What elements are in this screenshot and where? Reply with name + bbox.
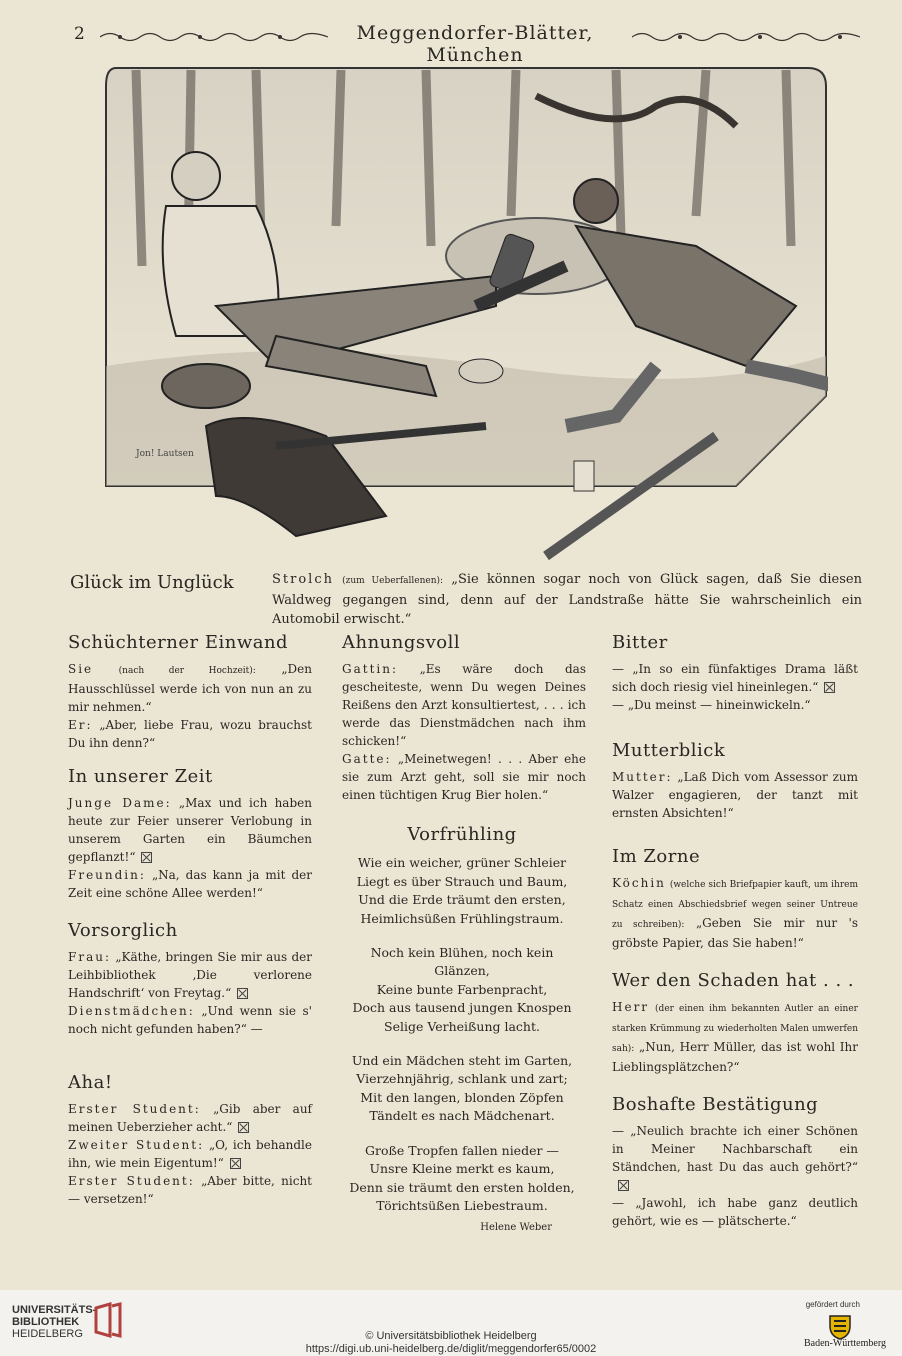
poem-title: Vorfrühling	[407, 824, 517, 845]
article-bitter	[612, 634, 858, 714]
dialogue: — „In so ein fünfaktiges Drama läßt sich doch riesig viel hineinlegen.“	[612, 662, 858, 694]
poem-line: Keine bunte Farbenpracht,	[376, 981, 548, 997]
article-text	[342, 660, 586, 750]
article-text	[68, 866, 312, 902]
sponsor-label: gefördert durch	[805, 1300, 860, 1309]
article-title: Bitter	[612, 632, 668, 653]
article-text	[68, 1002, 312, 1038]
poem-author: Helene Weber	[480, 1222, 552, 1234]
dialogue: — „Du meinst — hineinwickeln.“	[612, 698, 811, 712]
article-text	[612, 998, 858, 1076]
speaker: Dienstmädchen:	[68, 1004, 195, 1018]
poem-line: Liegt es über Strauch und Baum,	[356, 873, 568, 889]
speaker: Freundin:	[68, 868, 146, 882]
state-coat-of-arms-icon	[826, 1312, 854, 1340]
poem-line: Selige Verheißung lacht.	[384, 1018, 540, 1034]
copyright-text: © Universitätsbibliothek Heidelberg	[365, 1330, 537, 1342]
dialogue: „Aber bitte, nicht — versetzen!“	[68, 1174, 312, 1206]
caption-quote: „Sie können sogar noch von Glück sagen, daß Sie diesen Waldweg gegangen sind, denn auf der Landstraße hätte Sie wahrscheinlich ein Automobil erwischt.“	[272, 572, 862, 627]
stage-direction: (welche sich Briefpapier kauft, um ihrem Schatz einen Abschiedsbrief wegen seiner Untreue zu schreiben):	[612, 880, 858, 930]
article-text	[68, 794, 312, 866]
dialogue: „Und wenn sie s' noch nicht gefunden haben?“ —	[68, 1004, 312, 1036]
article-aha	[68, 1074, 312, 1208]
article-title: Im Zorne	[612, 846, 701, 867]
dialogue: „O, ich behandle ihn, wie mein Eigentum!“	[68, 1138, 312, 1170]
dialogue: „Gib aber auf meinen Ueberzieher acht.“	[68, 1102, 312, 1134]
article-mutterblick	[612, 742, 858, 822]
poem-line: Große Tropfen fallen nieder —	[365, 1142, 559, 1158]
poem-line: Noch kein Blühen, noch kein Glänzen,	[370, 945, 554, 979]
poem-line: Und ein Mädchen steht im Garten,	[351, 1053, 573, 1069]
permalink[interactable]: https://digi.ub.uni-heidelberg.de/diglit/meggendorfer65/0002	[305, 1343, 597, 1355]
page-header	[70, 22, 860, 66]
article-in-unserer-zeit	[68, 768, 312, 902]
article-text	[68, 1136, 312, 1172]
article-title: Ahnungsvoll	[342, 632, 461, 653]
speaker: Gatte:	[342, 752, 392, 766]
right-ornament-icon	[632, 30, 860, 44]
poem-line: Wie ein weicher, grüner Schleier	[357, 855, 567, 871]
poem-line: Vierzehnjährig, schlank und zart;	[356, 1071, 568, 1087]
speaker: Sie	[68, 662, 94, 676]
speaker: Frau:	[68, 950, 111, 964]
dialogue: „Käthe, bringen Sie mir aus der Leihbibliothek ‚Die verlorene Handschrift‘ von Freytag.“	[68, 950, 312, 1000]
caption-text	[272, 570, 862, 629]
poem-line: Unsre Kleine merkt es kaum,	[369, 1161, 555, 1177]
caption-stage-direction: (zum Ueberfallenen):	[342, 576, 444, 586]
poem-line: Und die Erde träumt den ersten,	[358, 892, 566, 908]
article-text	[342, 750, 586, 804]
stage-direction: (nach der Hochzeit):	[118, 666, 256, 676]
caption-speaker: Strolch	[272, 572, 334, 587]
sponsor-name: Baden-Württemberg	[803, 1338, 886, 1349]
speaker: Junge Dame:	[68, 796, 172, 810]
article-text	[612, 696, 858, 714]
article-text	[612, 660, 858, 696]
article-schuechterner-einwand	[68, 634, 312, 752]
poem-line: Mit den langen, blonden Zöpfen	[360, 1089, 564, 1105]
dialogue: — „Jawohl, ich habe ganz deutlich gehört, wie es — plätscherte.“	[612, 1196, 858, 1228]
article-title: Schüchterner Einwand	[68, 632, 289, 653]
speaker: Zweiter Student:	[68, 1138, 205, 1152]
forest-robbery-illustration	[96, 66, 828, 566]
dialogue: „Nun, Herr Müller, das ist wohl Ihr Lieblingsplätzchen?“	[612, 1040, 858, 1074]
speaker: Gattin:	[342, 662, 398, 676]
svg-text:Jon! Lautsen: Jon! Lautsen	[136, 449, 194, 459]
speaker: Herr	[612, 1000, 650, 1014]
speaker: Köchin	[612, 876, 666, 890]
library-name-line: UNIVERSITÄTS-	[12, 1304, 97, 1316]
masthead-title: Meggendorfer-Blätter, München	[356, 22, 594, 66]
dialogue: — „Neulich brachte ich einer Schönen in Meiner Nachbarschaft ein Ständchen, hast Du das auch gehört?“	[612, 1124, 858, 1174]
speaker: Mutter:	[612, 770, 673, 784]
dialogue: „Es wäre doch das gescheiteste, wenn Du wegen Deines Reißens den Arzt konsultiertest, . . . ich werde das Dienstmädchen nach ihm schicken!“	[342, 662, 586, 748]
section-mark-icon	[230, 1158, 241, 1169]
article-text	[612, 768, 858, 822]
poem-line: Törichtsüßen Liebestraum.	[376, 1197, 548, 1213]
article-wer-den-schaden-hat	[612, 972, 858, 1076]
dialogue: „Max und ich haben heute zur Feier unserer Verlobung in unserem Garten ein Bäumchen gepflanzt!“	[68, 796, 312, 864]
article-title: Mutterblick	[612, 740, 726, 761]
article-text	[612, 1194, 858, 1230]
library-name-line: HEIDELBERG	[12, 1328, 83, 1340]
poem-line: Tändelt es nach Mädchenart.	[369, 1108, 555, 1124]
library-name-line: BIBLIOTHEK	[12, 1316, 80, 1328]
article-boshafte-bestaetigung	[612, 1096, 858, 1230]
article-text	[612, 874, 858, 952]
article-text	[68, 660, 312, 716]
article-title: Aha!	[68, 1072, 113, 1093]
section-mark-icon	[824, 682, 835, 693]
poem-vorfruehling	[342, 826, 582, 1238]
poem-line: Denn sie träumt den ersten holden,	[349, 1179, 575, 1195]
article-im-zorne	[612, 848, 858, 952]
page-number: 2	[74, 24, 85, 44]
dialogue: „Aber, liebe Frau, wozu brauchst Du ihn denn?“	[68, 718, 312, 750]
article-text	[68, 948, 312, 1002]
article-text	[68, 1172, 312, 1208]
article-title: In unserer Zeit	[68, 766, 213, 787]
section-mark-icon	[238, 1122, 249, 1133]
article-text	[68, 716, 312, 752]
copyright-notice	[0, 1330, 902, 1356]
dialogue: „Geben Sie mir nur 's gröbste Papier, das Sie haben!“	[612, 916, 858, 950]
poem-stanza	[342, 1052, 582, 1126]
dialogue: „Na, das kann ja mit der Zeit eine schöne Allee werden!“	[68, 868, 312, 900]
dialogue: „Meinetwegen! . . . Aber ehe sie zum Arzt geht, soll sie mir noch einen tüchtigen Krug Bier holen.“	[342, 752, 586, 802]
speaker: Erster Student:	[68, 1174, 195, 1188]
speaker: Er:	[68, 718, 93, 732]
poem-stanza	[342, 854, 582, 928]
article-text	[68, 1100, 312, 1136]
poem-stanza	[342, 1142, 582, 1216]
poem-stanza	[342, 944, 582, 1036]
section-mark-icon	[237, 988, 248, 999]
dialogue: „Den Hausschlüssel werde ich von nun an zu mir nehmen.“	[68, 662, 312, 714]
article-title: Wer den Schaden hat . . .	[612, 970, 855, 991]
poem-line: Doch aus tausend jungen Knospen	[352, 1000, 572, 1016]
article-title: Vorsorglich	[68, 920, 178, 941]
article-text	[612, 1122, 858, 1194]
left-ornament-icon	[100, 30, 328, 44]
speaker: Erster Student:	[68, 1102, 201, 1116]
section-mark-icon	[141, 852, 152, 863]
caption-title: Glück im Unglück	[70, 572, 234, 593]
dialogue: „Laß Dich vom Assessor zum Walzer engagieren, der tanzt mit ernsten Absichten!“	[612, 770, 858, 820]
article-vorsorglich	[68, 922, 312, 1038]
article-ahnungsvoll	[342, 634, 586, 804]
article-title: Boshafte Bestätigung	[612, 1094, 819, 1115]
stage-direction: (der einen ihm bekannten Autler an einer starken Krümmung zu wiederholten Malen umwerfen sah):	[612, 1004, 858, 1054]
footer-bar	[0, 1290, 902, 1356]
section-mark-icon	[618, 1180, 629, 1191]
poem-line: Heimlichsüßen Frühlingstraum.	[360, 910, 564, 926]
